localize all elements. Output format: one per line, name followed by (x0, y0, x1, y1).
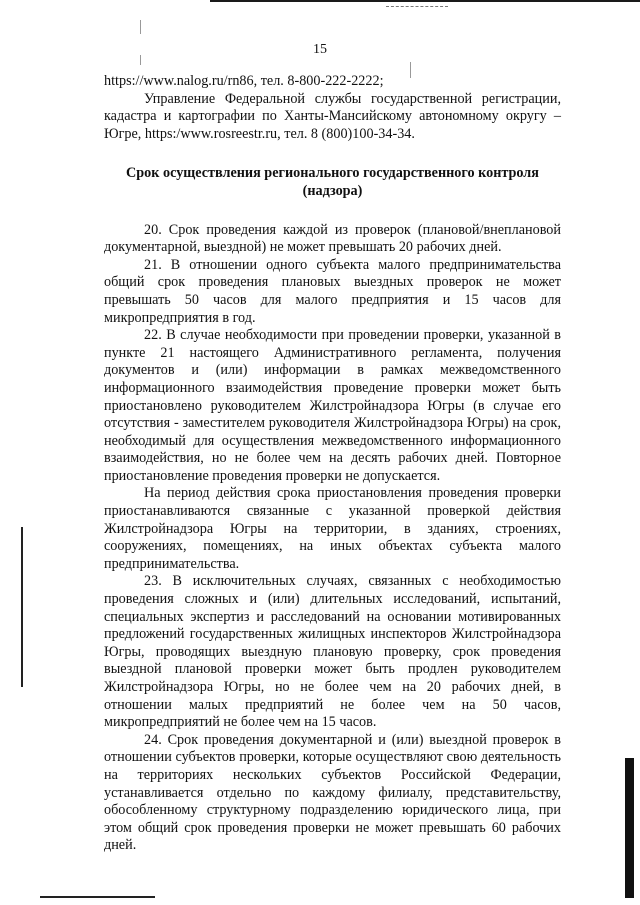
paragraph-21: 21. В отношении одного субъекта малого предпринимательства общий срок проведения плановых выездных проверок не может превышать 50 часов для малого предприятия и 15 часов для микропредприятия в год. (104, 256, 561, 326)
scan-edge-dash (386, 6, 448, 7)
paragraph-22: 22. В случае необходимости при проведении проверки, указанной в пункте 21 настоящего Административного регламента, получения документов и (или) информации в рамках межведомственного информационного взаимодействия проведение проверки может быть приостановлено руководителем Жилстройнадзора Югры (в случае его отсутствия - заместителем руководителя Жилстройнадзора Югры) на срок, необходимый для осуществления межведомственного информационного взаимодействия, но не более чем на десять рабочих дней. Повторное приостановление проведения проверки не допускается. (104, 327, 561, 484)
scan-speck (140, 20, 141, 34)
paragraph-24: 24. Срок проведения документарной и (или) выездной проверок в отношении субъектов проверки, которые осуществляют свою деятельность на территориях нескольких субъектов Российской Федерации, устанавливается отдельно по каждому филиалу, представительству, обособленному структурному подразделению юридического лица, при этом общий срок проведения проверки не может превышать 60 рабочих дней. (104, 731, 561, 854)
paragraph-suspension: На период действия срока приостановления проведения проверки приостанавливаются связанные с указанной проверкой действия Жилстройнадзора Югры на территории, в зданиях, строениях, сооружениях, помещениях, на иных объектах субъекта малого предпринимательства. (104, 485, 561, 572)
scan-edge-bottom (40, 896, 155, 898)
scan-edge-left (21, 527, 23, 687)
document-body (104, 73, 561, 855)
scan-edge-top (210, 0, 640, 2)
contact-rosreestr: Управление Федеральной службы государственной регистрации, кадастра и картографии по Ханты-Мансийскому автономному округу – Югре, https:/www.rosreestr.ru, тел. 8 (800)100-34-34. (104, 90, 561, 142)
section-heading: Срок осуществления регионального государственного контроля (надзора) (126, 165, 539, 199)
paragraph-23: 23. В исключительных случаях, связанных с необходимостью проведения сложных и (или) длительных исследований, испытаний, специальных экспертиз и расследований на основании мотивированных предложений государственных жилищных инспекторов Жилстройнадзора Югры, проводящих выездную плановую проверку, срок проведения выездной плановой проверки может быть продлен руководителем Жилстройнадзора Югры, но не более чем на 20 рабочих дней, в отношении малых предприятий не более чем на 50 часов, микропредприятий не более чем на 15 часов. (104, 573, 561, 731)
page-number: 15 (313, 42, 327, 57)
paragraph-20: 20. Срок проведения каждой из проверок (плановой/внеплановой документарной, выездной) не может превышать 20 рабочих дней. (104, 221, 561, 256)
scan-edge-right (625, 758, 634, 898)
contact-nalog: https://www.nalog.ru/rn86, тел. 8-800-222-2222; (104, 73, 384, 89)
